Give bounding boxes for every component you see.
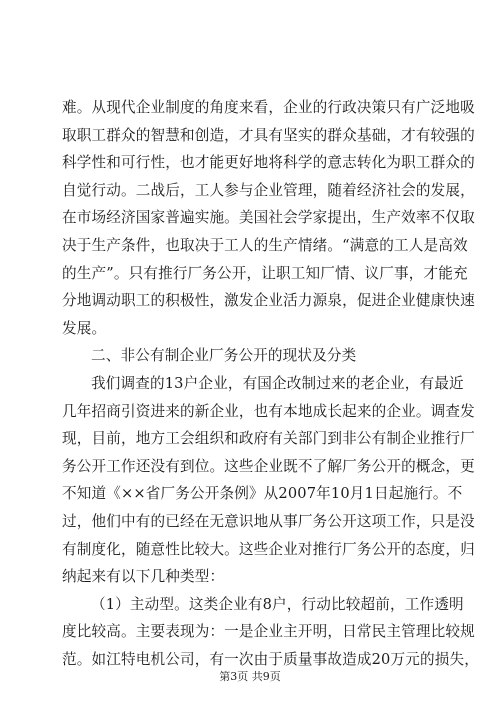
text-line: 决于生产条件，也取决于工人的生产情绪。“满意的工人是高效 [62, 236, 468, 254]
text-line: 自觉行动。二战后，工人参与企业管理，随着经济社会的发展， [62, 181, 475, 199]
text-line: 难。从现代企业制度的角度来看，企业的行政决策只有广泛地吸 [62, 99, 475, 116]
text-line: 纳起来有以下几种类型： [62, 568, 225, 586]
paragraph-1 [62, 94, 475, 342]
text-line: 的生产”。只有推行厂务公开，让职工知厂情、议厂事，才能充 [62, 264, 468, 282]
document-body [62, 94, 479, 673]
paragraph-3 [62, 591, 479, 674]
text-line: 有制度化，随意性比较大。这些企业对推行厂务公开的态度，归 [62, 540, 475, 558]
text-line: 取职工群众的智慧和创造，才具有坚实的群众基础，才有较强的 [62, 126, 475, 144]
text-line: 几年招商引资进来的新企业，也有本地成长起来的企业。调查发 [62, 402, 475, 420]
section-heading: 二、非公有制企业厂务公开的现状及分类 [91, 347, 357, 365]
text-line: 分地调动职工的积极性，激发企业活力源泉，促进企业健康快速 [62, 292, 475, 310]
text-line: 我们调查的13户企业，有国企改制过来的老企业，有最近 [91, 374, 464, 392]
text-line: 在市场经济国家普遍实施。美国社会学家提出，生产效率不仅取 [62, 209, 475, 227]
text-line: 不知道《××省厂务公开条例》从2007年10月1日起施行。不 [62, 485, 463, 503]
paragraph-2 [62, 370, 475, 591]
page-number-footer: 第3页 共9页 [219, 670, 281, 683]
text-line: 过，他们中有的已经在无意识地从事厂务公开这项工作，只是没 [62, 512, 475, 530]
text-line: 现，目前，地方工会组织和政府有关部门到非公有制企业推行厂 [62, 430, 475, 448]
text-line: 范。如江特电机公司，有一次由于质量事故造成20万元的损失， [62, 650, 479, 668]
text-line: 务公开工作还没有到位。这些企业既不了解厂务公开的概念，更 [62, 457, 475, 475]
text-line: 度比较高。主要表现为：一是企业主开明，日常民主管理比较规 [62, 623, 475, 641]
text-line: 发展。 [62, 319, 107, 337]
text-line: （1）主动型。这类企业有8户，行动比较超前，工作透明 [91, 595, 464, 613]
text-line: 科学性和可行性，也才能更好地将科学的意志转化为职工群众的 [62, 154, 475, 172]
